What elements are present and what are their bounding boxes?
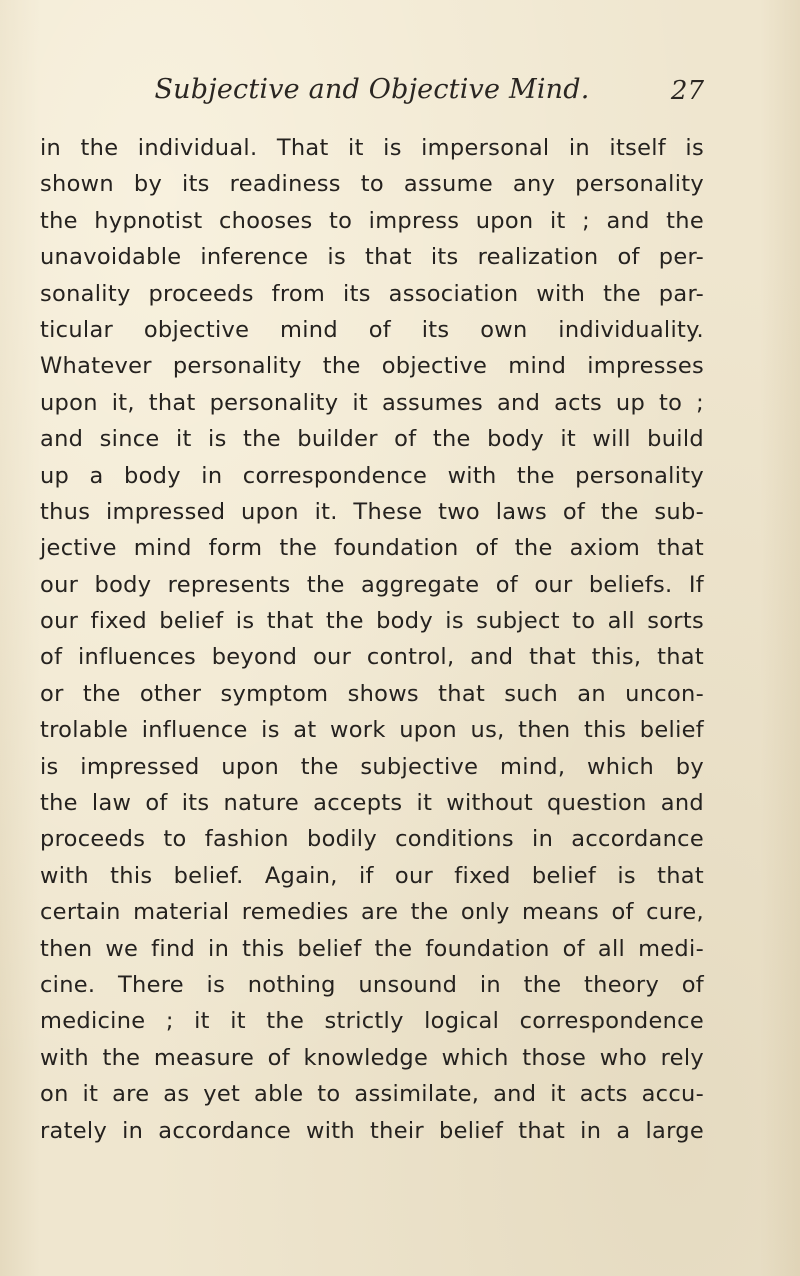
text-line: jective mind form the foundation of the axiom that: [40, 535, 704, 562]
text-line: our body represents the aggregate of our beliefs. If: [40, 571, 704, 598]
text-line: trolable influence is at work upon us, then this belief: [40, 717, 704, 744]
text-line: sonality proceeds from its association with the par-: [40, 280, 704, 307]
text-line: ticular objective mind of its own individuality.: [40, 316, 704, 343]
text-line: of influences beyond our control, and that this, that: [40, 644, 704, 671]
text-line: in the individual. That it is impersonal in itself is: [40, 135, 704, 161]
text-line: shown by its readiness to assume any personality: [40, 171, 704, 198]
text-line: thus impressed upon it. These two laws of the sub-: [40, 498, 704, 525]
text-line: Whatever personality the objective mind impresses: [40, 353, 704, 380]
text-line: or the other symptom shows that such an uncon-: [40, 680, 704, 707]
text-line: and since it is the builder of the body it will build: [40, 426, 704, 453]
text-line: upon it, that personality it assumes and acts up to ;: [40, 389, 704, 416]
text-line: unavoidable inference is that its realization of per-: [40, 244, 704, 271]
text-line: with this belief. Again, if our fixed belief is that: [40, 862, 704, 889]
text-line: on it are as yet able to assimilate, and it acts accu-: [40, 1081, 704, 1108]
text-line: the hypnotist chooses to impress upon it ; and the: [40, 207, 704, 234]
text-line: with the measure of knowledge which those who rely: [40, 1044, 704, 1071]
page-number: 27: [670, 76, 704, 106]
text-line: our fixed belief is that the body is subject to all sorts: [40, 608, 704, 635]
text-line: the law of its nature accepts it without question and: [40, 790, 704, 817]
text-line: rately in accordance with their belief that in a large: [40, 1117, 704, 1144]
text-line: cine. There is nothing unsound in the theory of: [40, 971, 704, 998]
text-line: proceeds to fashion bodily conditions in accordance: [40, 826, 704, 853]
text-line: certain material remedies are the only means of cure,: [40, 899, 704, 926]
running-title: Subjective and Objective Mind.: [154, 74, 590, 105]
text-line: medicine ; it it the strictly logical correspondence: [40, 1008, 704, 1035]
body-text: [40, 130, 704, 1149]
running-head: [40, 74, 704, 114]
text-line: up a body in correspondence with the personality: [40, 462, 704, 489]
text-line: is impressed upon the subjective mind, which by: [40, 753, 704, 780]
text-line: then we find in this belief the foundation of all medi-: [40, 935, 704, 962]
